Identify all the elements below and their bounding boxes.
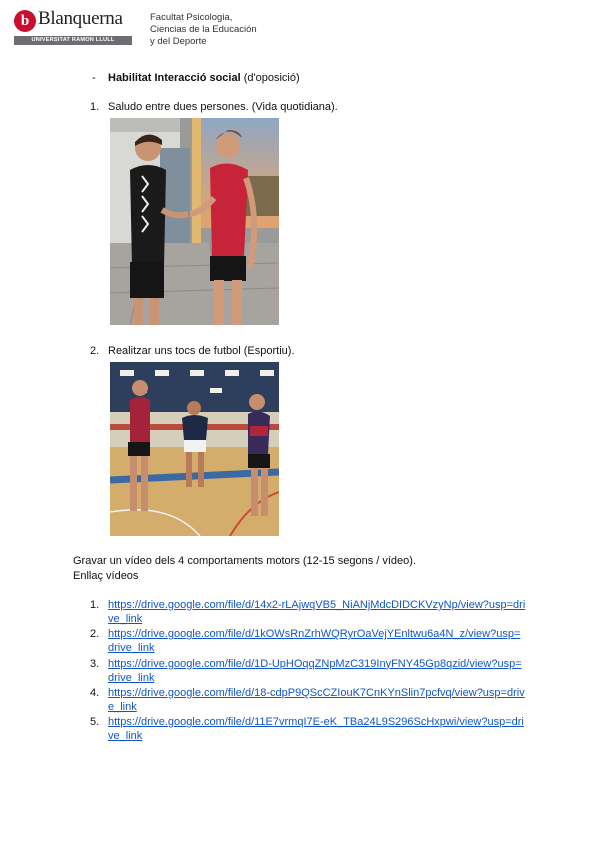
bullet-dash: - — [92, 72, 96, 84]
faculty-line: Ciencias de la Educación — [150, 24, 257, 35]
logo-subtitle: UNIVERSITAT RAMON LLULL — [14, 36, 132, 45]
faculty-name — [150, 12, 257, 48]
link-number: 1. — [90, 599, 100, 611]
item-number: 1. — [90, 101, 100, 113]
video-link[interactable]: https://drive.google.com/file/d/14x2-rLAjwqVB5_NiANjMdcDIDCKVzyNp/view?usp=drive_link — [108, 599, 526, 625]
link-number: 3. — [90, 657, 100, 670]
section-subtitle: (d'oposició) — [240, 72, 300, 84]
logo-mark: b — [14, 10, 36, 32]
list-item — [90, 715, 530, 744]
link-number: 5. — [90, 716, 100, 729]
item-text: Realitzar uns tocs de futbol (Esportiu). — [108, 345, 295, 357]
section-title: Habilitat Interacció social — [108, 72, 241, 84]
link-number: 4. — [90, 686, 100, 699]
video-link[interactable]: https://drive.google.com/file/d/11E7vrmqI7E-eK_TBa24L9S296ScHxpwi/view?usp=drive_link — [108, 716, 524, 743]
blanquerna-logo — [14, 10, 134, 48]
logo-name: Blanquerna — [38, 8, 123, 29]
video-link[interactable]: https://drive.google.com/file/d/1kOWsRnZrhWQRyrOaVejYEnltwu6a4N_z/view?usp=drive_link — [108, 628, 521, 655]
list-item — [90, 686, 530, 715]
video-links-list — [90, 598, 530, 744]
link-number: 2. — [90, 628, 100, 641]
video-link[interactable]: https://drive.google.com/file/d/1D-UpHOqqZNpMzC319InyFNY45Gp8qzid/view?usp=drive_link — [108, 657, 522, 684]
links-heading: Enllaç vídeos — [73, 570, 139, 582]
video-link[interactable]: https://drive.google.com/file/d/18-cdpP9QScCZIouK7CnKYnSlin7pcfvq/view?usp=drive_link — [108, 686, 525, 713]
item-number: 2. — [90, 345, 100, 357]
greeting-photo — [110, 118, 279, 325]
list-item-football — [90, 345, 294, 357]
list-item — [90, 627, 530, 656]
faculty-line: Facultat Psicologia, — [150, 12, 233, 23]
section-heading — [92, 72, 300, 84]
list-item — [90, 657, 530, 686]
faculty-line: y del Deporte — [150, 36, 207, 47]
football-photo — [110, 362, 279, 536]
list-item-greeting — [90, 101, 338, 113]
record-instruction: Gravar un vídeo dels 4 comportaments motors (12-15 segons / vídeo). — [73, 555, 416, 567]
item-text: Saludo entre dues persones. (Vida quotidiana). — [108, 101, 338, 113]
list-item — [90, 598, 530, 627]
